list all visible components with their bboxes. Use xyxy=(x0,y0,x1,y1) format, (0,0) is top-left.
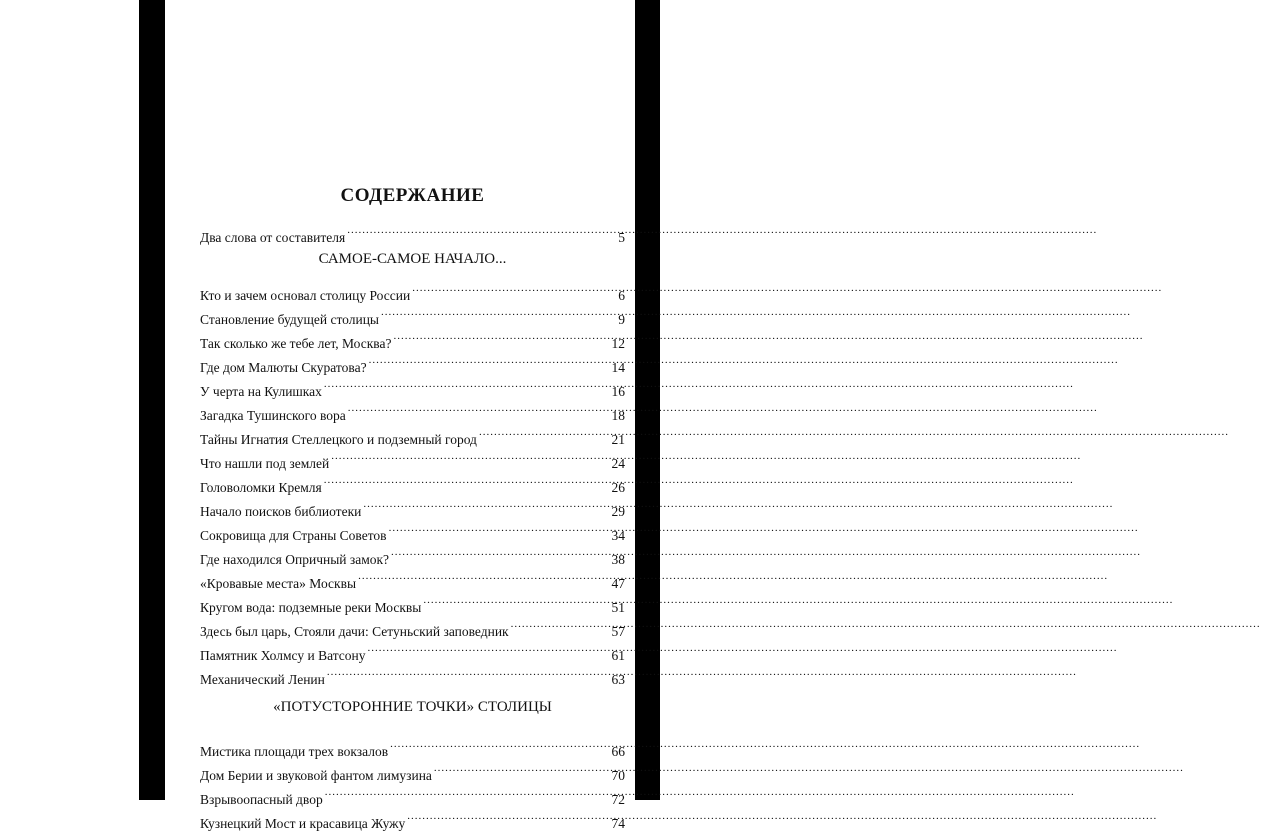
toc-entry-text: Взрывоопасный двор xyxy=(200,792,323,807)
section-2-entries xyxy=(200,732,625,831)
dot-leader xyxy=(327,660,610,684)
toc-entry-page: 12 xyxy=(611,336,625,351)
toc-entry-text: Что нашли под землей xyxy=(200,456,330,471)
dot-leader xyxy=(358,564,609,588)
toc-entry-page: 9 xyxy=(618,312,625,327)
toc-entry-page: 5 xyxy=(618,230,625,245)
dot-leader xyxy=(511,612,610,636)
toc-entry-text: Дом Берии и звуковой фантом лимузина xyxy=(200,768,432,783)
toc-entry-page: 47 xyxy=(611,576,625,591)
dot-leader xyxy=(412,276,616,300)
dot-leader xyxy=(324,372,610,396)
toc-entry-text: Здесь был царь, Стояли дачи: Сетуньский заповедник xyxy=(200,624,509,639)
toc-entry-page: 26 xyxy=(611,480,625,495)
toc-entry-text: Тайны Игнатия Стеллецкого и подземный город xyxy=(200,432,477,447)
toc-entry-text: «Кровавые места» Москвы xyxy=(200,576,357,591)
dot-leader xyxy=(479,420,610,444)
dot-leader xyxy=(368,636,610,660)
toc-entry-page: 51 xyxy=(611,600,625,615)
toc-entry-page: 38 xyxy=(611,552,625,567)
toc-entry-page: 16 xyxy=(611,384,625,399)
toc-entry-text: Головоломки Кремля xyxy=(200,480,322,495)
dot-leader xyxy=(369,348,610,372)
toc-entry xyxy=(200,276,625,303)
toc-entry-text: Загадка Тушинского вора xyxy=(200,408,346,423)
toc-entry-page: 72 xyxy=(611,792,625,807)
toc-entry-page: 24 xyxy=(611,456,625,471)
toc-entry-page: 61 xyxy=(611,648,625,663)
toc-entry-text: Два слова от составителя xyxy=(200,230,346,245)
dot-leader xyxy=(391,540,609,564)
toc-entry-page: 70 xyxy=(611,768,625,783)
toc-entry-page: 57 xyxy=(611,624,625,639)
dot-leader xyxy=(347,218,616,242)
dot-leader xyxy=(348,396,610,420)
toc-entry-text: У черта на Кулишках xyxy=(200,384,322,399)
page-title: СОДЕРЖАНИЕ xyxy=(340,185,485,206)
toc-entry-page: 29 xyxy=(611,504,625,519)
toc-entry-text: Кто и зачем основал столицу России xyxy=(200,288,411,303)
toc-entry-page: 74 xyxy=(611,816,625,831)
margin-left xyxy=(0,0,139,800)
toc-entry-page: 14 xyxy=(611,360,625,375)
dot-leader xyxy=(381,300,616,324)
dot-leader xyxy=(331,444,609,468)
toc-entry-text: Кругом вода: подземные реки Москвы xyxy=(200,600,422,615)
toc-entry-page: 6 xyxy=(618,288,625,303)
toc-entry-text: Где находился Опричный замок? xyxy=(200,552,390,567)
toc-entry-text: Кузнецкий Мост и красавица Жужу xyxy=(200,816,406,831)
dot-leader xyxy=(390,732,609,756)
toc-entry-page: 21 xyxy=(611,432,625,447)
dot-leader xyxy=(407,804,609,828)
toc-entry-text: Становление будущей столицы xyxy=(200,312,380,327)
dot-leader xyxy=(393,324,609,348)
table-of-contents xyxy=(200,178,625,831)
toc-entry xyxy=(200,732,625,759)
section-1-entries xyxy=(200,276,625,687)
section-heading: САМОЕ-САМОЕ НАЧАЛО... xyxy=(318,251,507,267)
dot-leader xyxy=(363,492,609,516)
toc-entry-page: 63 xyxy=(611,672,625,687)
dot-leader xyxy=(325,780,610,804)
toc-entry-page: 34 xyxy=(611,528,625,543)
section-heading: «ПОТУСТОРОННИЕ ТОЧКИ» СТОЛИЦЫ xyxy=(273,699,552,715)
toc-entry-page: 66 xyxy=(611,744,625,759)
toc-entry-text: Где дом Малюты Скуратова? xyxy=(200,360,367,375)
toc-entry-text: Мистика площади трех вокзалов xyxy=(200,744,389,759)
dot-leader xyxy=(389,516,610,540)
dot-leader xyxy=(434,756,610,780)
toc-entry-text: Памятник Холмсу и Ватсону xyxy=(200,648,366,663)
dot-leader xyxy=(423,588,609,612)
toc-entry-page: 18 xyxy=(611,408,625,423)
toc-entry-text: Сокровища для Страны Советов xyxy=(200,528,387,543)
toc-entry-intro xyxy=(200,218,625,245)
dot-leader xyxy=(324,468,610,492)
toc-entry-text: Механический Ленин xyxy=(200,672,325,687)
toc-entry-text: Так сколько же тебе лет, Москва? xyxy=(200,336,392,351)
toc-entry-text: Начало поисков библиотеки xyxy=(200,504,362,519)
